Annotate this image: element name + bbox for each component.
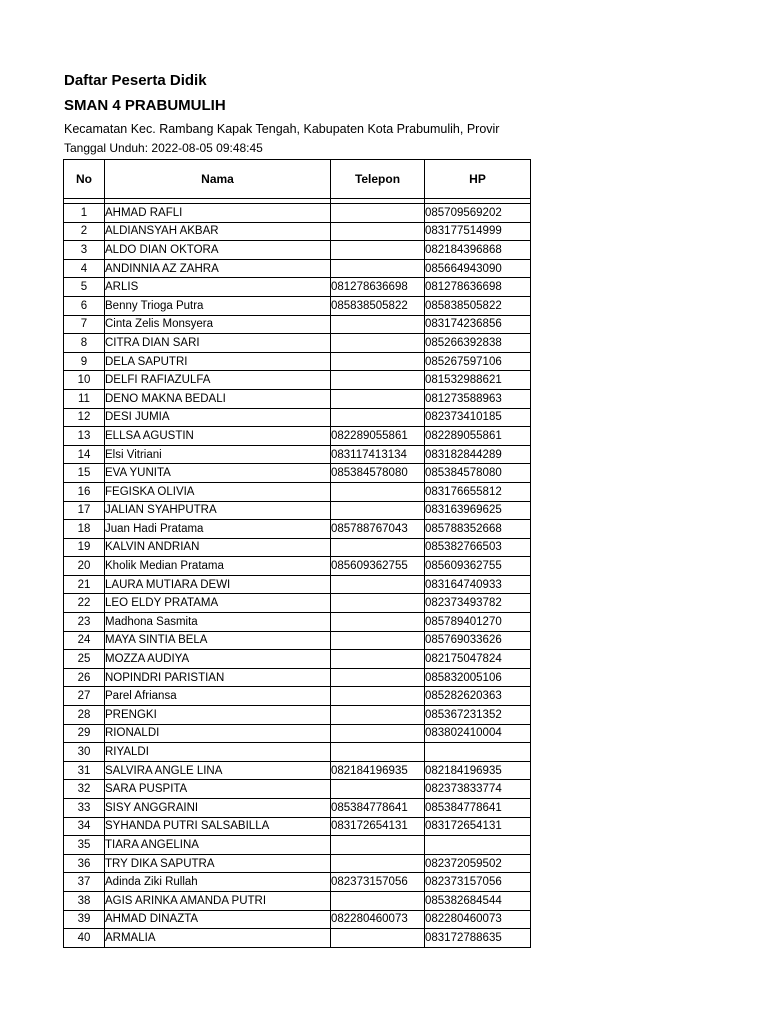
table-row	[64, 464, 531, 483]
download-label: Tanggal Unduh:	[64, 141, 149, 155]
cell-telepon: 082289055861	[331, 427, 425, 446]
cell-nama: SISY ANGGRAINI	[105, 799, 331, 818]
cell-nama: Elsi Vitriani	[105, 445, 331, 464]
cell-hp: 085382766503	[425, 538, 531, 557]
table-row	[64, 613, 531, 632]
cell-no: 9	[64, 352, 105, 371]
table-row	[64, 538, 531, 557]
table-row	[64, 352, 531, 371]
cell-nama: Madhona Sasmita	[105, 613, 331, 632]
cell-hp: 085709569202	[425, 204, 531, 223]
cell-nama: LEO ELDY PRATAMA	[105, 594, 331, 613]
cell-nama: Juan Hadi Pratama	[105, 520, 331, 539]
cell-nama: AGIS ARINKA AMANDA PUTRI	[105, 891, 331, 910]
cell-telepon	[331, 241, 425, 260]
cell-nama: FEGISKA OLIVIA	[105, 482, 331, 501]
cell-hp: 085838505822	[425, 296, 531, 315]
cell-hp: 085267597106	[425, 352, 531, 371]
cell-nama: ALDO DIAN OKTORA	[105, 241, 331, 260]
cell-no: 7	[64, 315, 105, 334]
cell-nama: AHMAD RAFLI	[105, 204, 331, 223]
cell-hp: 085788352668	[425, 520, 531, 539]
table-row	[64, 222, 531, 241]
table-row	[64, 780, 531, 799]
cell-no: 24	[64, 631, 105, 650]
cell-telepon	[331, 687, 425, 706]
cell-nama: DELA SAPUTRI	[105, 352, 331, 371]
school-name: SMAN 4 PRABUMULIH	[64, 97, 226, 114]
cell-hp: 083176655812	[425, 482, 531, 501]
cell-hp: 083177514999	[425, 222, 531, 241]
cell-nama: SYHANDA PUTRI SALSABILLA	[105, 817, 331, 836]
cell-no: 40	[64, 929, 105, 948]
cell-nama: LAURA MUTIARA DEWI	[105, 575, 331, 594]
cell-nama: TRY DIKA SAPUTRA	[105, 854, 331, 873]
cell-hp: 082280460073	[425, 910, 531, 929]
cell-hp: 082289055861	[425, 427, 531, 446]
cell-hp: 082372059502	[425, 854, 531, 873]
cell-no: 14	[64, 445, 105, 464]
cell-hp: 082373157056	[425, 873, 531, 892]
table-row	[64, 799, 531, 818]
cell-telepon: 083172654131	[331, 817, 425, 836]
cell-no: 8	[64, 334, 105, 353]
cell-telepon	[331, 575, 425, 594]
table-row	[64, 631, 531, 650]
cell-hp: 083182844289	[425, 445, 531, 464]
cell-no: 1	[64, 204, 105, 223]
table-row	[64, 724, 531, 743]
table-row	[64, 482, 531, 501]
cell-hp: 083163969625	[425, 501, 531, 520]
table-row	[64, 557, 531, 576]
cell-nama: RIONALDI	[105, 724, 331, 743]
cell-no: 4	[64, 259, 105, 278]
cell-no: 39	[64, 910, 105, 929]
table-row	[64, 817, 531, 836]
table-row	[64, 389, 531, 408]
cell-nama: ARMALIA	[105, 929, 331, 948]
cell-no: 2	[64, 222, 105, 241]
cell-hp: 085367231352	[425, 706, 531, 725]
cell-hp: 085609362755	[425, 557, 531, 576]
column-header-hp: HP	[425, 160, 531, 199]
cell-no: 37	[64, 873, 105, 892]
table-row	[64, 650, 531, 669]
cell-no: 15	[64, 464, 105, 483]
cell-nama: Parel Afriansa	[105, 687, 331, 706]
cell-telepon	[331, 389, 425, 408]
cell-nama: ANDINNIA AZ ZAHRA	[105, 259, 331, 278]
cell-hp: 082373493782	[425, 594, 531, 613]
cell-telepon	[331, 259, 425, 278]
cell-nama: DELFI RAFIAZULFA	[105, 371, 331, 390]
cell-nama: EVA YUNITA	[105, 464, 331, 483]
cell-telepon	[331, 501, 425, 520]
cell-telepon: 085609362755	[331, 557, 425, 576]
cell-nama: Kholik Median Pratama	[105, 557, 331, 576]
cell-no: 11	[64, 389, 105, 408]
table-row	[64, 575, 531, 594]
cell-hp: 085664943090	[425, 259, 531, 278]
cell-telepon: 081278636698	[331, 278, 425, 297]
cell-nama: SALVIRA ANGLE LINA	[105, 761, 331, 780]
table-row	[64, 761, 531, 780]
cell-no: 32	[64, 780, 105, 799]
cell-nama: KALVIN ANDRIAN	[105, 538, 331, 557]
cell-nama: DENO MAKNA BEDALI	[105, 389, 331, 408]
cell-hp	[425, 836, 531, 855]
table-row	[64, 371, 531, 390]
column-header-telepon: Telepon	[331, 160, 425, 199]
cell-telepon	[331, 538, 425, 557]
cell-nama: DESI JUMIA	[105, 408, 331, 427]
cell-hp: 085266392838	[425, 334, 531, 353]
table-header-row	[64, 160, 531, 199]
table-row	[64, 278, 531, 297]
cell-no: 10	[64, 371, 105, 390]
cell-telepon	[331, 891, 425, 910]
cell-no: 26	[64, 668, 105, 687]
cell-telepon	[331, 613, 425, 632]
cell-nama: ALDIANSYAH AKBAR	[105, 222, 331, 241]
cell-no: 27	[64, 687, 105, 706]
table-row	[64, 687, 531, 706]
cell-telepon	[331, 371, 425, 390]
cell-no: 12	[64, 408, 105, 427]
cell-hp: 082175047824	[425, 650, 531, 669]
cell-telepon: 085788767043	[331, 520, 425, 539]
cell-nama: Adinda Ziki Rullah	[105, 873, 331, 892]
cell-no: 3	[64, 241, 105, 260]
table-row	[64, 706, 531, 725]
cell-telepon	[331, 650, 425, 669]
cell-telepon	[331, 929, 425, 948]
cell-telepon	[331, 482, 425, 501]
cell-nama: ELLSA AGUSTIN	[105, 427, 331, 446]
cell-hp: 083164740933	[425, 575, 531, 594]
cell-nama: MAYA SINTIA BELA	[105, 631, 331, 650]
cell-hp: 082184196935	[425, 761, 531, 780]
table-row	[64, 241, 531, 260]
table-row	[64, 501, 531, 520]
cell-hp: 085769033626	[425, 631, 531, 650]
table-row	[64, 315, 531, 334]
cell-no: 33	[64, 799, 105, 818]
cell-hp: 085832005106	[425, 668, 531, 687]
column-header-nama: Nama	[105, 160, 331, 199]
table-row	[64, 427, 531, 446]
table-row	[64, 743, 531, 762]
cell-no: 31	[64, 761, 105, 780]
table-row	[64, 520, 531, 539]
cell-nama: MOZZA AUDIYA	[105, 650, 331, 669]
cell-nama: Benny Trioga Putra	[105, 296, 331, 315]
cell-nama: CITRA DIAN SARI	[105, 334, 331, 353]
cell-no: 23	[64, 613, 105, 632]
cell-hp: 082373410185	[425, 408, 531, 427]
table-row	[64, 836, 531, 855]
cell-nama: RIYALDI	[105, 743, 331, 762]
cell-telepon	[331, 204, 425, 223]
cell-hp: 085384778641	[425, 799, 531, 818]
cell-telepon	[331, 352, 425, 371]
cell-no: 35	[64, 836, 105, 855]
cell-no: 18	[64, 520, 105, 539]
cell-no: 22	[64, 594, 105, 613]
cell-hp	[425, 743, 531, 762]
download-info	[64, 141, 263, 155]
cell-hp: 085282620363	[425, 687, 531, 706]
cell-telepon	[331, 780, 425, 799]
cell-nama: PRENGKI	[105, 706, 331, 725]
cell-hp: 081273588963	[425, 389, 531, 408]
cell-hp: 085382684544	[425, 891, 531, 910]
table-row	[64, 408, 531, 427]
cell-no: 6	[64, 296, 105, 315]
cell-hp: 081532988621	[425, 371, 531, 390]
download-date: 2022-08-05 09:48:45	[151, 141, 263, 155]
cell-telepon	[331, 594, 425, 613]
cell-nama: Cinta Zelis Monsyera	[105, 315, 331, 334]
cell-hp: 085789401270	[425, 613, 531, 632]
cell-no: 38	[64, 891, 105, 910]
student-table	[63, 159, 531, 948]
cell-nama: JALIAN SYAHPUTRA	[105, 501, 331, 520]
cell-no: 16	[64, 482, 105, 501]
cell-no: 20	[64, 557, 105, 576]
cell-telepon	[331, 408, 425, 427]
cell-no: 21	[64, 575, 105, 594]
cell-telepon: 085838505822	[331, 296, 425, 315]
table-row	[64, 594, 531, 613]
table-row	[64, 891, 531, 910]
cell-telepon	[331, 315, 425, 334]
cell-no: 30	[64, 743, 105, 762]
location-line: Kecamatan Kec. Rambang Kapak Tengah, Kabupaten Kota Prabumulih, Provir	[64, 122, 500, 136]
table-row	[64, 668, 531, 687]
cell-no: 34	[64, 817, 105, 836]
cell-telepon	[331, 706, 425, 725]
table-row	[64, 873, 531, 892]
cell-hp: 082184396868	[425, 241, 531, 260]
cell-nama: NOPINDRI PARISTIAN	[105, 668, 331, 687]
cell-telepon: 085384578080	[331, 464, 425, 483]
cell-no: 36	[64, 854, 105, 873]
cell-hp: 082373833774	[425, 780, 531, 799]
cell-telepon	[331, 743, 425, 762]
column-header-no: No	[64, 160, 105, 199]
cell-no: 29	[64, 724, 105, 743]
cell-nama: AHMAD DINAZTA	[105, 910, 331, 929]
cell-telepon	[331, 334, 425, 353]
cell-hp: 081278636698	[425, 278, 531, 297]
document-title: Daftar Peserta Didik	[64, 72, 207, 89]
cell-telepon: 085384778641	[331, 799, 425, 818]
cell-hp: 083172788635	[425, 929, 531, 948]
table-body	[64, 199, 531, 948]
cell-telepon	[331, 854, 425, 873]
cell-telepon	[331, 668, 425, 687]
cell-no: 25	[64, 650, 105, 669]
table-row	[64, 910, 531, 929]
cell-nama: ARLIS	[105, 278, 331, 297]
table-row	[64, 445, 531, 464]
cell-telepon	[331, 222, 425, 241]
table-row	[64, 334, 531, 353]
cell-no: 28	[64, 706, 105, 725]
cell-telepon: 083117413134	[331, 445, 425, 464]
cell-no: 5	[64, 278, 105, 297]
cell-hp: 083802410004	[425, 724, 531, 743]
cell-nama: SARA PUSPITA	[105, 780, 331, 799]
cell-telepon: 082373157056	[331, 873, 425, 892]
cell-nama: TIARA ANGELINA	[105, 836, 331, 855]
cell-telepon	[331, 836, 425, 855]
cell-hp: 085384578080	[425, 464, 531, 483]
table-row	[64, 259, 531, 278]
cell-no: 13	[64, 427, 105, 446]
cell-telepon	[331, 724, 425, 743]
table-row	[64, 204, 531, 223]
cell-hp: 083174236856	[425, 315, 531, 334]
table-row	[64, 929, 531, 948]
table-row	[64, 854, 531, 873]
cell-telepon	[331, 631, 425, 650]
cell-no: 17	[64, 501, 105, 520]
cell-no: 19	[64, 538, 105, 557]
cell-telepon: 082184196935	[331, 761, 425, 780]
cell-hp: 083172654131	[425, 817, 531, 836]
cell-telepon: 082280460073	[331, 910, 425, 929]
table-row	[64, 296, 531, 315]
